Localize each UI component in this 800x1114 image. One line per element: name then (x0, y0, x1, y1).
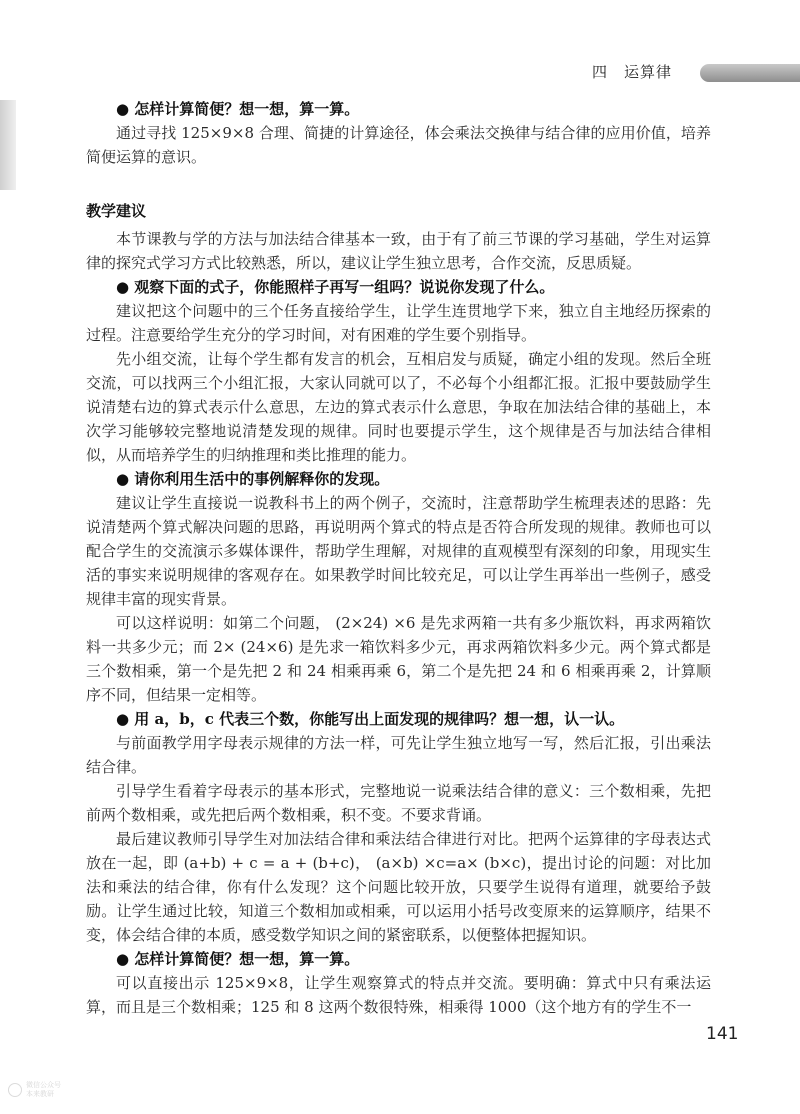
page-content (86, 97, 711, 1019)
paragraph: 与前面教学用字母表示规律的方法一样，可先让学生独立地写一写，然后汇报，引出乘法结合律。 (86, 734, 711, 776)
page-header (560, 62, 800, 88)
intro-paragraph: 通过寻找 125×9×8 合理、简捷的计算途径，体会乘法交换律与结合律的应用价值，培养简便运算的意识。 (86, 124, 711, 166)
paragraph: 最后建议教师引导学生对加法结合律和乘法结合律进行对比。把两个运算律的字母表达式放在一起，即 (a+b) + c = a + (b+c)， (a×b) ×c=a× (b×c)，提出讨论的问题：对比加法和乘法的结合律，你有什么发现？这个问题比较开放，只要学生说得有道理，就要给予鼓励。让学生通过比较，知道三个数相加或相乘，可以运用小括号改变原来的运算顺序，结果不变，体会结合律的本质，感受数学知识之间的紧密联系，以便整体把握知识。 (86, 830, 711, 944)
watermark (8, 1078, 78, 1102)
section-heading: 教学建议 (86, 202, 147, 220)
page-number: 141 (706, 1024, 739, 1044)
bullet-simple-calc: ● 怎样计算简便？想一想，算一算。 (116, 950, 360, 968)
bullet-observe: ● 观察下面的式子，你能照样子再写一组吗？说说你发现了什么。 (116, 278, 555, 296)
watermark-text (26, 1081, 61, 1099)
paragraph: 引导学生看着字母表示的基本形式，完整地说一说乘法结合律的意义：三个数相乘，先把前两个数相乘，或先把后两个数相乘，积不变。不要求背诵。 (86, 782, 711, 824)
chapter-tab-decoration (700, 64, 800, 82)
watermark-line2: 本来教研 (26, 1090, 54, 1098)
teaching-intro: 本节课教与学的方法与加法结合律基本一致，由于有了前三节课的学习基础，学生对运算律的探究式学习方式比较熟悉，所以，建议让学生独立思考，合作交流，反思质疑。 (86, 230, 711, 272)
watermark-line1: 微信公众号 (26, 1081, 61, 1089)
paragraph: 可以直接出示 125×9×8，让学生观察算式的特点并交流。要明确：算式中只有乘法运算，而且是三个数相乘；125 和 8 这两个数很特殊，相乘得 1000（这个地方有的学生不一 (86, 974, 711, 1016)
bullet-life-examples: ● 请你利用生活中的事例解释你的发现。 (116, 470, 390, 488)
paragraph: 建议让学生直接说一说教科书上的两个例子，交流时，注意帮助学生梳理表述的思路：先说清楚两个算式解决问题的思路，再说明两个算式的特点是否符合所发现的规律。教师也可以配合学生的交流演示多媒体课件，帮助学生理解，对规律的直观模型有深刻的印象，用现实生活的事实来说明规律的客观存在。如果教学时间比较充足，可以让学生再举出一些例子，感受规律丰富的现实背景。 (86, 494, 711, 608)
paragraph: 建议把这个问题中的三个任务直接给学生，让学生连贯地学下来，独立自主地经历探索的过程。注意要给学生充分的学习时间，对有困难的学生要个别指导。 (86, 302, 711, 344)
paragraph: 先小组交流，让每个学生都有发言的机会，互相启发与质疑，确定小组的发现。然后全班交流，可以找两三个小组汇报，大家认同就可以了，不必每个小组都汇报。汇报中要鼓励学生说清楚右边的算式表示什么意思，左边的算式表示什么意思，争取在加法结合律的基础上，本次学习能够较完整地说清楚发现的规律。同时也要提示学生，这个规律是否与加法结合律相似，从而培养学生的归纳推理和类比推理的能力。 (86, 350, 711, 464)
wechat-icon (8, 1083, 22, 1097)
page-edge-strip (0, 100, 16, 190)
intro-bullet: ● 怎样计算简便？想一想，算一算。 (116, 100, 360, 118)
paragraph: 可以这样说明：如第二个问题， (2×24) ×6 是先求两箱一共有多少瓶饮料，再求两箱饮料一共多少元；而 2× (24×6) 是先求一箱饮料多少元，再求两箱饮料多少元。两个算式都是三个数相乘，第一个是先把 2 和 24 相乘再乘 6，第二个是先把 24 和 6 相乘再乘 2，计算顺序不同，但结果一定相等。 (86, 614, 711, 704)
bullet-letters: ● 用 a，b，c 代表三个数，你能写出上面发现的规律吗？想一想，认一认。 (116, 710, 625, 728)
chapter-title: 四 运算律 (592, 63, 673, 81)
